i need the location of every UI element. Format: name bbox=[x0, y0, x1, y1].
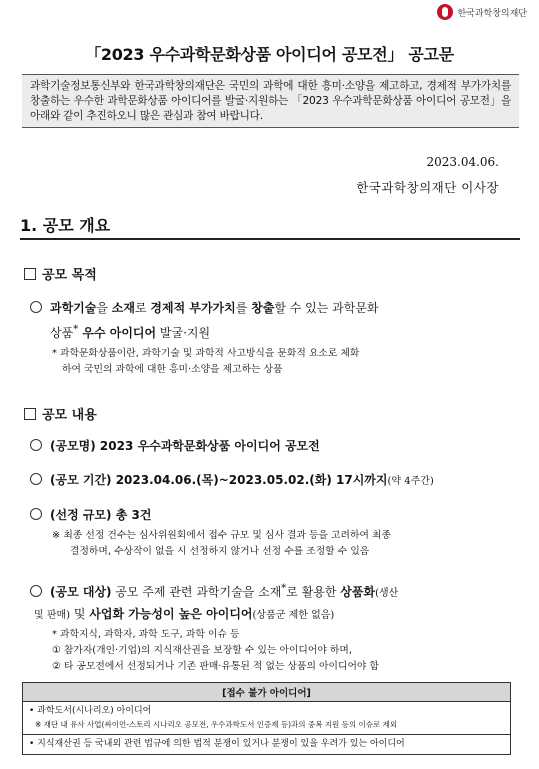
text: 할 수 있는 과학문화 bbox=[274, 301, 379, 315]
text: 및 bbox=[70, 607, 90, 621]
row-text: • 과학도서(시나리오) 아이디어 bbox=[29, 706, 152, 716]
contest-period-item bbox=[30, 470, 510, 492]
text-bold: (선정 규모) bbox=[50, 508, 112, 522]
text: (약 4주간) bbox=[387, 476, 434, 487]
circle-bullet-icon bbox=[30, 301, 42, 313]
section-divider bbox=[20, 238, 520, 240]
text-bold: 경제적 부가가치 bbox=[150, 301, 236, 315]
logo-icon bbox=[437, 4, 453, 20]
intro-paragraph: 과학기술정보통신부와 한국과학창의재단은 국민의 과학에 대한 흥미·소양을 제고하고, 경제적 부가가치를 창출하는 우수한 과학문화상품 아이디어를 발굴·지원하는 「2023 우수과학문화상품 아이디어 공모전」을 아래와 같이 추진하오니 많은 관심과 참여 바랍니다. bbox=[22, 74, 519, 128]
section-title: 1. 공모 개요 bbox=[20, 216, 111, 235]
row-text: • 지식재산권 등 국내외 관련 법규에 의한 법적 분쟁이 있거나 분쟁이 있을 우려가 있는 아이디어 bbox=[29, 739, 405, 749]
footnote-mark: * bbox=[281, 583, 287, 594]
selection-scale-note bbox=[52, 528, 512, 560]
purpose-note bbox=[52, 346, 512, 378]
text: 상품 bbox=[50, 326, 74, 340]
logo bbox=[437, 4, 527, 20]
text-bold: 사업화 가능성이 높은 아이디어 bbox=[89, 607, 253, 621]
checkbox-square-icon bbox=[24, 408, 36, 420]
purpose-heading bbox=[24, 264, 97, 283]
circle-bullet-icon bbox=[30, 585, 42, 597]
text-bold: 소재 bbox=[111, 301, 135, 315]
text-bold: (공모 기간) bbox=[50, 473, 112, 487]
table-row bbox=[23, 734, 510, 754]
text-bold: (공모 대상) bbox=[50, 585, 112, 599]
table-header: [접수 불가 아이디어] bbox=[23, 683, 510, 702]
purpose-item bbox=[30, 298, 510, 344]
note-line: * 과학문화상품이란, 과학기술 및 과학적 사고방식을 문화적 요소로 체화 bbox=[52, 348, 360, 359]
note-line: ① 참가자(개인·기업)의 지식재산권을 보장할 수 있는 아이디어야 하며, bbox=[52, 645, 352, 656]
text: (상품군 제한 없음) bbox=[252, 610, 335, 621]
note-line: 결정하며, 수상작이 없을 시 선정하지 않거나 선정 수를 조정할 수 있음 bbox=[70, 546, 370, 557]
note-line: ② 타 공모전에서 선정되거나 기존 판매·유통된 적 없는 상품의 아이디어야 함 bbox=[52, 661, 379, 672]
text-bold: 상품화 bbox=[340, 585, 376, 599]
page-title: 「2023 우수과학문화상품 아이디어 공모전」 공고문 bbox=[85, 45, 454, 64]
contest-target-notes bbox=[52, 627, 512, 675]
text: 를 bbox=[235, 301, 252, 315]
note-line: ※ 최종 선정 건수는 심사위원회에서 접수 규모 및 심사 결과 등을 고려하여 최종 bbox=[52, 530, 391, 541]
footnote-mark: * bbox=[73, 324, 79, 335]
note-line: 하여 국민의 과학에 대한 흥미·소양을 제고하는 상품 bbox=[62, 364, 283, 375]
content-heading bbox=[24, 404, 97, 423]
text-bold: 2023 우수과학문화상품 아이디어 공모전 bbox=[95, 439, 320, 453]
content-heading-label: 공모 내용 bbox=[42, 408, 97, 423]
row-subnote: ※ 재단 내 유사 사업(싸이언-스토리 시나리오 공모전, 우수과학도서 인증제 등)과의 중복 지원 등의 이슈로 제외 bbox=[35, 720, 398, 729]
text-bold: 과학기술 bbox=[50, 301, 97, 315]
announcement-date: 2023.04.06. bbox=[426, 155, 499, 169]
text: 로 bbox=[134, 301, 151, 315]
checkbox-square-icon bbox=[24, 268, 36, 280]
text: 을 bbox=[96, 301, 112, 315]
text: (생산 bbox=[375, 588, 399, 599]
text: 공모 주제 관련 과학기술을 소재 bbox=[111, 585, 282, 599]
circle-bullet-icon bbox=[30, 439, 42, 451]
selection-scale-item bbox=[30, 505, 510, 526]
text: 및 판매) bbox=[34, 610, 71, 621]
logo-text: 한국과학창의재단 bbox=[457, 8, 527, 19]
contest-target-item bbox=[30, 578, 510, 626]
circle-bullet-icon bbox=[30, 508, 42, 520]
purpose-heading-label: 공모 목적 bbox=[42, 268, 97, 283]
text-bold: 2023.04.06.(목)~2023.05.02.(화) 17시까지 bbox=[111, 473, 388, 487]
text-bold: 우수 아이디어 bbox=[78, 326, 157, 340]
contest-name-item bbox=[30, 436, 510, 457]
text-bold: 창출 bbox=[251, 301, 275, 315]
table-row bbox=[23, 702, 510, 734]
signer: 한국과학창의재단 이사장 bbox=[356, 180, 499, 195]
excluded-ideas-table bbox=[22, 682, 511, 755]
text-bold: (공모명) bbox=[50, 439, 96, 453]
circle-bullet-icon bbox=[30, 473, 42, 485]
text: 로 활용한 bbox=[286, 585, 341, 599]
text: 발굴·지원 bbox=[156, 326, 211, 340]
note-line: * 과학지식, 과학자, 과학 도구, 과학 이슈 등 bbox=[52, 629, 240, 640]
text-bold: 총 3건 bbox=[111, 508, 152, 522]
